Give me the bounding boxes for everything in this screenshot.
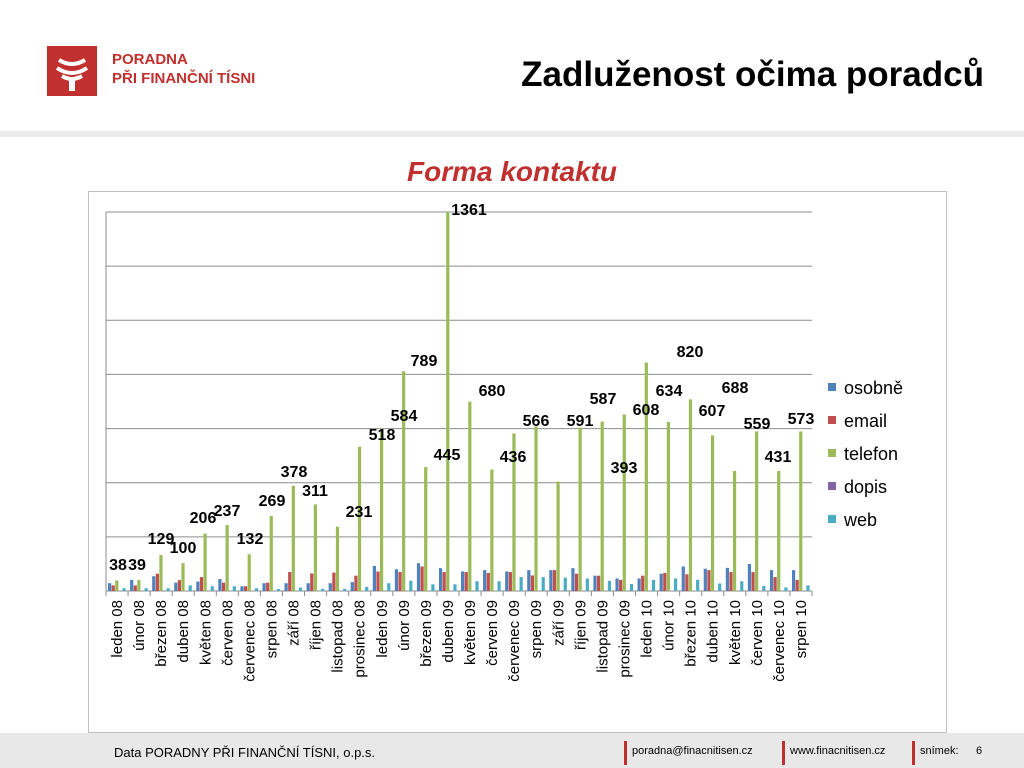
bar-web xyxy=(674,578,677,591)
x-tick-label: duben 10 xyxy=(704,600,722,663)
data-label: 38 xyxy=(109,557,127,574)
data-label: 445 xyxy=(433,447,461,464)
bar-osobne xyxy=(748,564,751,591)
bar-telefon xyxy=(292,486,295,591)
bar-osobne xyxy=(461,572,464,591)
footer-slide-number: 6 xyxy=(976,745,983,757)
legend-label-telefon: telefon xyxy=(844,444,899,464)
bar-email xyxy=(112,585,115,591)
bar-osobne xyxy=(439,568,442,591)
chart-subtitle: Forma kontaktu xyxy=(406,156,618,187)
bar-email xyxy=(774,577,777,591)
bar-email xyxy=(597,576,600,591)
x-tick-label: prosinec 08 xyxy=(351,600,369,678)
bar-web xyxy=(255,588,258,591)
bar-email xyxy=(663,573,666,591)
bar-osobne xyxy=(593,576,596,591)
logo-line-1: PORADNA xyxy=(112,51,188,68)
data-label: 789 xyxy=(410,353,438,370)
bar-web xyxy=(497,581,500,591)
bar-email xyxy=(288,572,291,591)
bar-telefon xyxy=(115,580,118,591)
bar-telefon xyxy=(203,534,206,591)
x-tick-label: září 09 xyxy=(550,600,568,646)
bar-web xyxy=(564,578,567,591)
bar-web xyxy=(652,580,655,591)
bar-osobne xyxy=(307,583,310,591)
footer-web[interactable]: www.finacnitisen.cz xyxy=(790,745,886,757)
data-label: 518 xyxy=(368,427,396,444)
bar-telefon xyxy=(689,399,692,591)
bar-web xyxy=(122,588,125,591)
bar-web xyxy=(299,588,302,591)
bar-email xyxy=(398,572,401,591)
data-label: 587 xyxy=(589,391,617,408)
bar-telefon xyxy=(336,527,339,591)
x-tick-label: duben 08 xyxy=(175,600,193,663)
data-label: 608 xyxy=(632,402,660,419)
bar-email xyxy=(641,576,644,591)
bar-web xyxy=(520,577,523,591)
x-tick-label: červenec 08 xyxy=(241,600,259,682)
bar-email xyxy=(332,573,335,591)
bar-osobne xyxy=(527,570,530,591)
bar-osobne xyxy=(549,570,552,591)
bar-email xyxy=(156,574,159,591)
bar-email xyxy=(685,574,688,591)
bar-email xyxy=(796,580,799,591)
data-label: 132 xyxy=(236,531,264,548)
x-tick-label: prosinec 09 xyxy=(616,600,634,678)
bar-email xyxy=(376,572,379,591)
bar-email xyxy=(200,577,203,591)
bar-osobne xyxy=(417,563,420,591)
bar-web xyxy=(586,578,589,591)
bar-web xyxy=(718,583,721,591)
data-label: 607 xyxy=(698,403,726,420)
footer-slide-label: snímek: xyxy=(920,745,959,757)
bar-osobne xyxy=(571,568,574,591)
bar-email xyxy=(244,586,247,591)
x-tick-label: listopad 08 xyxy=(329,600,347,673)
bar-telefon xyxy=(667,422,670,591)
legend-swatch-web xyxy=(828,515,836,523)
data-label: 584 xyxy=(390,408,418,425)
bar-telefon xyxy=(777,471,780,591)
bar-web xyxy=(321,589,324,591)
data-label: 559 xyxy=(743,416,771,433)
bar-telefon xyxy=(181,563,184,591)
bar-osobne xyxy=(682,566,685,591)
bar-web xyxy=(806,585,809,591)
bar-telefon xyxy=(556,482,559,591)
x-tick-label: srpen 10 xyxy=(792,600,810,659)
legend-swatch-dopis xyxy=(828,482,836,490)
footer-separator xyxy=(912,741,915,765)
bar-telefon xyxy=(468,402,471,591)
bar-osobne xyxy=(483,570,486,591)
bar-telefon xyxy=(733,471,736,591)
bar-telefon xyxy=(446,212,449,591)
legend-label-email: email xyxy=(844,411,888,431)
bar-email xyxy=(509,572,512,591)
bar-email xyxy=(553,570,556,591)
bar-web xyxy=(431,584,434,591)
legend-swatch-osobne xyxy=(828,383,836,391)
bar-email xyxy=(134,585,137,591)
bar-web xyxy=(475,581,478,591)
bar-osobne xyxy=(770,570,773,591)
x-tick-label: březen 08 xyxy=(153,600,171,667)
legend-label-web: web xyxy=(844,510,878,530)
x-tick-label: srpen 09 xyxy=(528,600,546,659)
bar-osobne xyxy=(108,583,111,591)
bar-email xyxy=(222,583,225,591)
bar-telefon xyxy=(226,525,229,591)
data-label: 231 xyxy=(345,504,373,521)
bar-telefon xyxy=(711,435,714,591)
bar-osobne xyxy=(704,569,707,591)
bar-osobne xyxy=(174,583,177,591)
data-label: 269 xyxy=(258,493,286,510)
data-label: 634 xyxy=(655,383,683,400)
bar-osobne xyxy=(262,583,265,591)
bar-osobne xyxy=(218,579,221,591)
bar-telefon xyxy=(248,554,251,591)
data-label: 311 xyxy=(302,483,328,500)
x-tick-label: únor 10 xyxy=(660,600,678,651)
bar-email xyxy=(487,573,490,591)
x-tick-label: červenec 10 xyxy=(770,600,788,682)
bar-email xyxy=(443,572,446,591)
data-label: 566 xyxy=(522,413,550,430)
bar-telefon xyxy=(137,580,140,591)
x-tick-label: červenec 09 xyxy=(506,600,524,682)
bar-web xyxy=(409,581,412,591)
data-label: 206 xyxy=(189,510,217,527)
bar-web xyxy=(762,586,765,591)
bar-web xyxy=(365,587,368,591)
bar-osobne xyxy=(660,574,663,591)
data-label: 393 xyxy=(610,460,638,477)
bar-web xyxy=(696,580,699,591)
bar-osobne xyxy=(240,586,243,591)
legend-swatch-telefon xyxy=(828,449,836,457)
bar-web xyxy=(630,584,633,591)
bar-web xyxy=(740,581,743,591)
bar-telefon xyxy=(159,555,162,591)
bar-email xyxy=(751,572,754,591)
x-tick-label: září 08 xyxy=(285,600,303,646)
x-tick-label: únor 08 xyxy=(131,600,149,651)
x-tick-label: srpen 08 xyxy=(263,600,281,659)
data-label: 378 xyxy=(280,464,308,481)
x-tick-label: leden 10 xyxy=(638,600,656,658)
x-tick-label: červen 10 xyxy=(748,600,766,666)
bar-osobne xyxy=(373,566,376,591)
legend-label-dopis: dopis xyxy=(844,477,888,497)
data-label: 688 xyxy=(721,380,749,397)
data-label: 820 xyxy=(676,344,704,361)
bar-email xyxy=(465,572,468,591)
bar-email xyxy=(619,580,622,591)
bar-web xyxy=(189,585,192,591)
bar-email xyxy=(421,566,424,591)
x-tick-label: březen 10 xyxy=(682,600,700,667)
bar-web xyxy=(387,583,390,591)
data-label: 39 xyxy=(128,557,146,574)
data-label: 129 xyxy=(147,531,175,548)
footer-separator xyxy=(624,741,627,765)
x-tick-label: květen 09 xyxy=(462,600,480,666)
bar-osobne xyxy=(638,578,641,591)
bar-email xyxy=(354,576,357,591)
bar-email xyxy=(310,573,313,591)
bar-telefon xyxy=(314,504,317,591)
footer-separator xyxy=(782,741,785,765)
data-label: 431 xyxy=(764,449,792,466)
bar-osobne xyxy=(196,582,199,591)
x-tick-label: listopad 09 xyxy=(594,600,612,673)
logo-line-2: PŘI FINANČNÍ TÍSNI xyxy=(112,70,256,87)
bar-email xyxy=(531,575,534,591)
bar-web xyxy=(233,586,236,591)
bar-web xyxy=(343,589,346,591)
bar-telefon xyxy=(623,414,626,591)
data-label: 573 xyxy=(787,411,815,428)
bar-email xyxy=(729,572,732,591)
bar-email xyxy=(178,580,181,591)
bar-osobne xyxy=(505,572,508,591)
bar-telefon xyxy=(534,426,537,591)
bar-web xyxy=(167,588,170,591)
x-tick-label: květen 10 xyxy=(726,600,744,666)
bar-email xyxy=(707,570,710,591)
bar-telefon xyxy=(490,470,493,591)
x-tick-label: říjen 08 xyxy=(307,600,325,651)
bar-telefon xyxy=(424,467,427,591)
x-tick-label: květen 08 xyxy=(197,600,215,666)
x-tick-label: březen 09 xyxy=(417,600,435,667)
bar-osobne xyxy=(351,582,354,591)
x-tick-label: leden 09 xyxy=(373,600,391,658)
data-label: 591 xyxy=(566,413,594,430)
bar-web xyxy=(453,584,456,591)
bar-osobne xyxy=(792,570,795,591)
data-label: 436 xyxy=(499,449,527,466)
x-tick-label: únor 09 xyxy=(395,600,413,651)
bar-email xyxy=(575,574,578,591)
bar-osobne xyxy=(285,583,288,591)
x-tick-label: říjen 09 xyxy=(572,600,590,651)
bar-osobne xyxy=(152,576,155,591)
bar-telefon xyxy=(601,422,604,591)
bar-telefon xyxy=(402,371,405,591)
bar-osobne xyxy=(329,583,332,591)
bar-telefon xyxy=(270,516,273,591)
x-tick-label: duben 09 xyxy=(439,600,457,663)
bar-web xyxy=(784,587,787,591)
data-label: 680 xyxy=(478,383,506,400)
bar-web xyxy=(277,589,280,591)
bar-web xyxy=(608,581,611,591)
x-tick-label: červen 08 xyxy=(219,600,237,666)
bar-web xyxy=(211,586,214,591)
footer-email[interactable]: poradna@finacnitisen.cz xyxy=(632,745,753,757)
bar-telefon xyxy=(645,363,648,591)
bar-osobne xyxy=(615,578,618,591)
bar-email xyxy=(266,583,269,591)
bar-telefon xyxy=(380,428,383,591)
data-label: 1361 xyxy=(451,202,487,219)
data-label: 100 xyxy=(169,540,197,557)
bar-telefon xyxy=(799,431,802,591)
footer-org: Data PORADNY PŘI FINANČNÍ TÍSNI, o.p.s. xyxy=(114,745,376,760)
bar-osobne xyxy=(726,568,729,591)
x-tick-label: červen 09 xyxy=(484,600,502,666)
data-label: 237 xyxy=(213,503,241,520)
bar-osobne xyxy=(130,580,133,591)
bar-telefon xyxy=(579,428,582,591)
bar-osobne xyxy=(395,569,398,591)
bar-web xyxy=(144,588,147,591)
legend-swatch-email xyxy=(828,416,836,424)
bar-web xyxy=(542,577,545,591)
legend-label-osobne: osobně xyxy=(844,378,904,398)
page-title: Zadluženost očima poradců xyxy=(521,55,984,94)
x-tick-label: leden 08 xyxy=(109,600,127,658)
bar-telefon xyxy=(755,431,758,591)
